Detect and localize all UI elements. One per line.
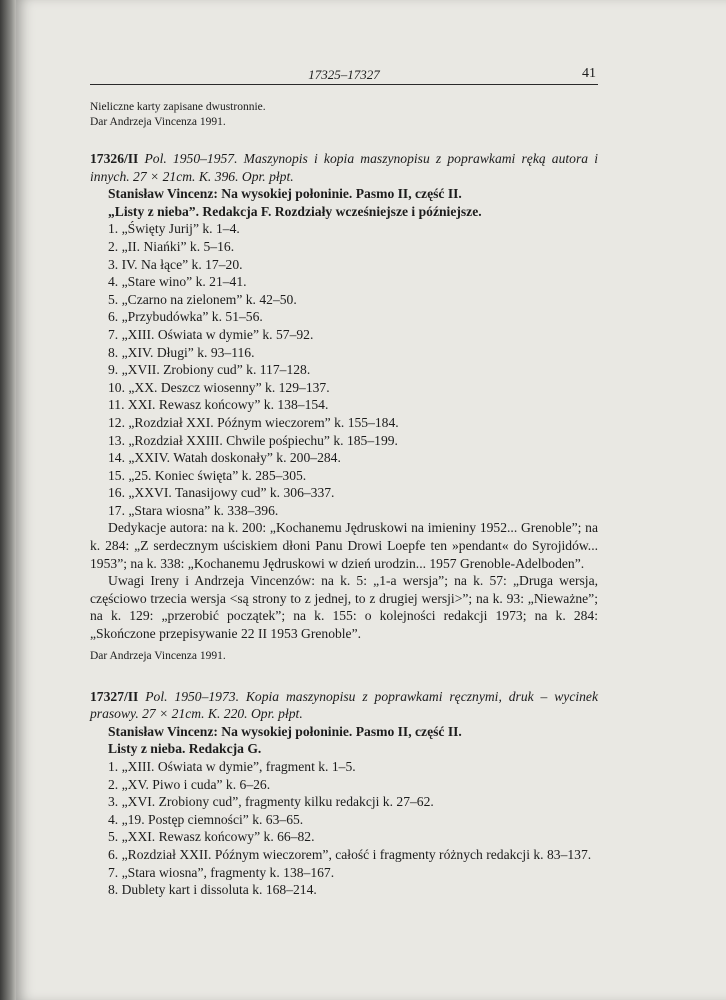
- list-item: 4. „19. Postęp ciemności” k. 63–65.: [108, 811, 304, 827]
- entry-description: Pol. 1950–1957. Maszynopis i kopia maszynopisu z poprawkami ręką autora i innych. 27 × 21cm. K. 396. Opr. płpt.: [90, 151, 598, 184]
- list-item: 7. „Stara wiosna”, fragmenty k. 138–167.: [108, 864, 335, 880]
- list-item: 17. „Stara wiosna” k. 338–396.: [108, 502, 279, 518]
- list-item: 3. IV. Na łące” k. 17–20.: [108, 256, 243, 272]
- catalog-entry-17326: [90, 150, 598, 664]
- list-item: 16. „XXVI. Tanasijowy cud” k. 306–337.: [108, 485, 335, 501]
- list-item: 10. „XX. Deszcz wiosenny” k. 129–137.: [108, 379, 330, 395]
- list-item: 5. „XXI. Rewasz końcowy” k. 66–82.: [108, 829, 315, 845]
- entry-signature: 17327/II: [90, 688, 146, 704]
- list-item: 7. „XIII. Oświata w dymie” k. 57–92.: [108, 326, 314, 342]
- page-content: [90, 100, 598, 899]
- intro-provenance: Dar Andrzeja Vincenza 1991.: [90, 116, 226, 128]
- provenance-note: Dar Andrzeja Vincenza 1991.: [90, 649, 226, 662]
- list-item: 5. „Czarno na zielonem” k. 42–50.: [108, 291, 297, 307]
- list-item: 2. „II. Niańki” k. 5–16.: [108, 238, 235, 254]
- list-item: 6. „Przybudówka” k. 51–56.: [108, 309, 263, 325]
- list-item: 6. „Rozdział XXII. Późnym wieczorem”, całość i fragmenty różnych redakcji k. 83–137.: [108, 846, 592, 862]
- entry-subtitle: „Listy z nieba”. Redakcja F. Rozdziały wcześniejsze i późniejsze.: [108, 203, 482, 219]
- list-item: 2. „XV. Piwo i cuda” k. 6–26.: [108, 776, 271, 792]
- entry-description: Pol. 1950–1973. Kopia maszynopisu z poprawkami ręcznymi, druk – wycinek prasowy. 27 × 21cm. K. 220. Opr. płpt.: [90, 688, 598, 722]
- list-item: 1. „XIII. Oświata w dymie”, fragment k. 1–5.: [108, 759, 356, 774]
- page-number: 41: [582, 66, 596, 81]
- list-item: 15. „25. Koniec święta” k. 285–305.: [108, 467, 307, 483]
- list-item: 8. Dublety kart i dissoluta k. 168–214.: [108, 882, 317, 898]
- chapter-list: [90, 758, 598, 899]
- entry-signature: 17326/II: [90, 151, 145, 166]
- list-item: 12. „Rozdział XXI. Późnym wieczorem” k. 155–184.: [108, 414, 399, 430]
- entry-subtitle: Listy z nieba. Redakcja G.: [108, 741, 262, 757]
- entry-title: Stanisław Vincenz: Na wysokiej połoninie. Pasmo II, część II.: [108, 723, 462, 739]
- entry-header: [90, 150, 598, 185]
- catalog-range: 17325–17327: [308, 67, 380, 82]
- intro-notes: [90, 100, 598, 130]
- list-item: 4. „Stare wino” k. 21–41.: [108, 274, 247, 290]
- entry-title: Stanisław Vincenz: Na wysokiej połoninie. Pasmo II, część II.: [108, 186, 462, 202]
- list-item: 13. „Rozdział XXIII. Chwile pośpiechu” k. 185–199.: [108, 432, 398, 448]
- catalog-entry-17327: [90, 688, 598, 899]
- list-item: 11. XXI. Rewasz końcowy” k. 138–154.: [108, 397, 329, 413]
- list-item: 9. „XVII. Zrobiony cud” k. 117–128.: [108, 362, 311, 378]
- intro-note: Nieliczne karty zapisane dwustronnie.: [90, 101, 266, 113]
- dedication-note: Dedykacje autora: na k. 200: „Kochanemu Jędruskowi na imieniny 1952... Grenoble”; na k. 284: „Z serdecznym uściskiem dłoni Panu Drowi Loepfe ten »pendant« do Syrojidów... 1953”; na k. 338: „Kochanemu Jędruskowi w dzień urodzin... 1957 Grenoble-Adelboden”.: [90, 520, 598, 571]
- entry-header: [90, 688, 598, 723]
- list-item: 8. „XIV. Długi” k. 93–116.: [108, 344, 255, 360]
- running-head: [90, 66, 598, 85]
- chapter-list: [90, 220, 598, 519]
- list-item: 1. „Święty Jurij” k. 1–4.: [108, 221, 240, 237]
- list-item: 3. „XVI. Zrobiony cud”, fragmenty kilku redakcji k. 27–62.: [108, 794, 434, 810]
- list-item: 14. „XXIV. Watah doskonały” k. 200–284.: [108, 450, 341, 466]
- remarks-note: Uwagi Ireny i Andrzeja Vincenzów: na k. 5: „1-a wersja”; na k. 57: „Druga wersja, częściowo trzecia wersja <są strony to z jednej, to z drugiej wersji>”; na k. 93: „Nieważne”; na k. 129: „przerobić początek”; na k. 155: o kolejności redakcji 1973; na k. 284: „Skończone przepisywanie 22 II 1953 Grenoble”.: [90, 573, 598, 642]
